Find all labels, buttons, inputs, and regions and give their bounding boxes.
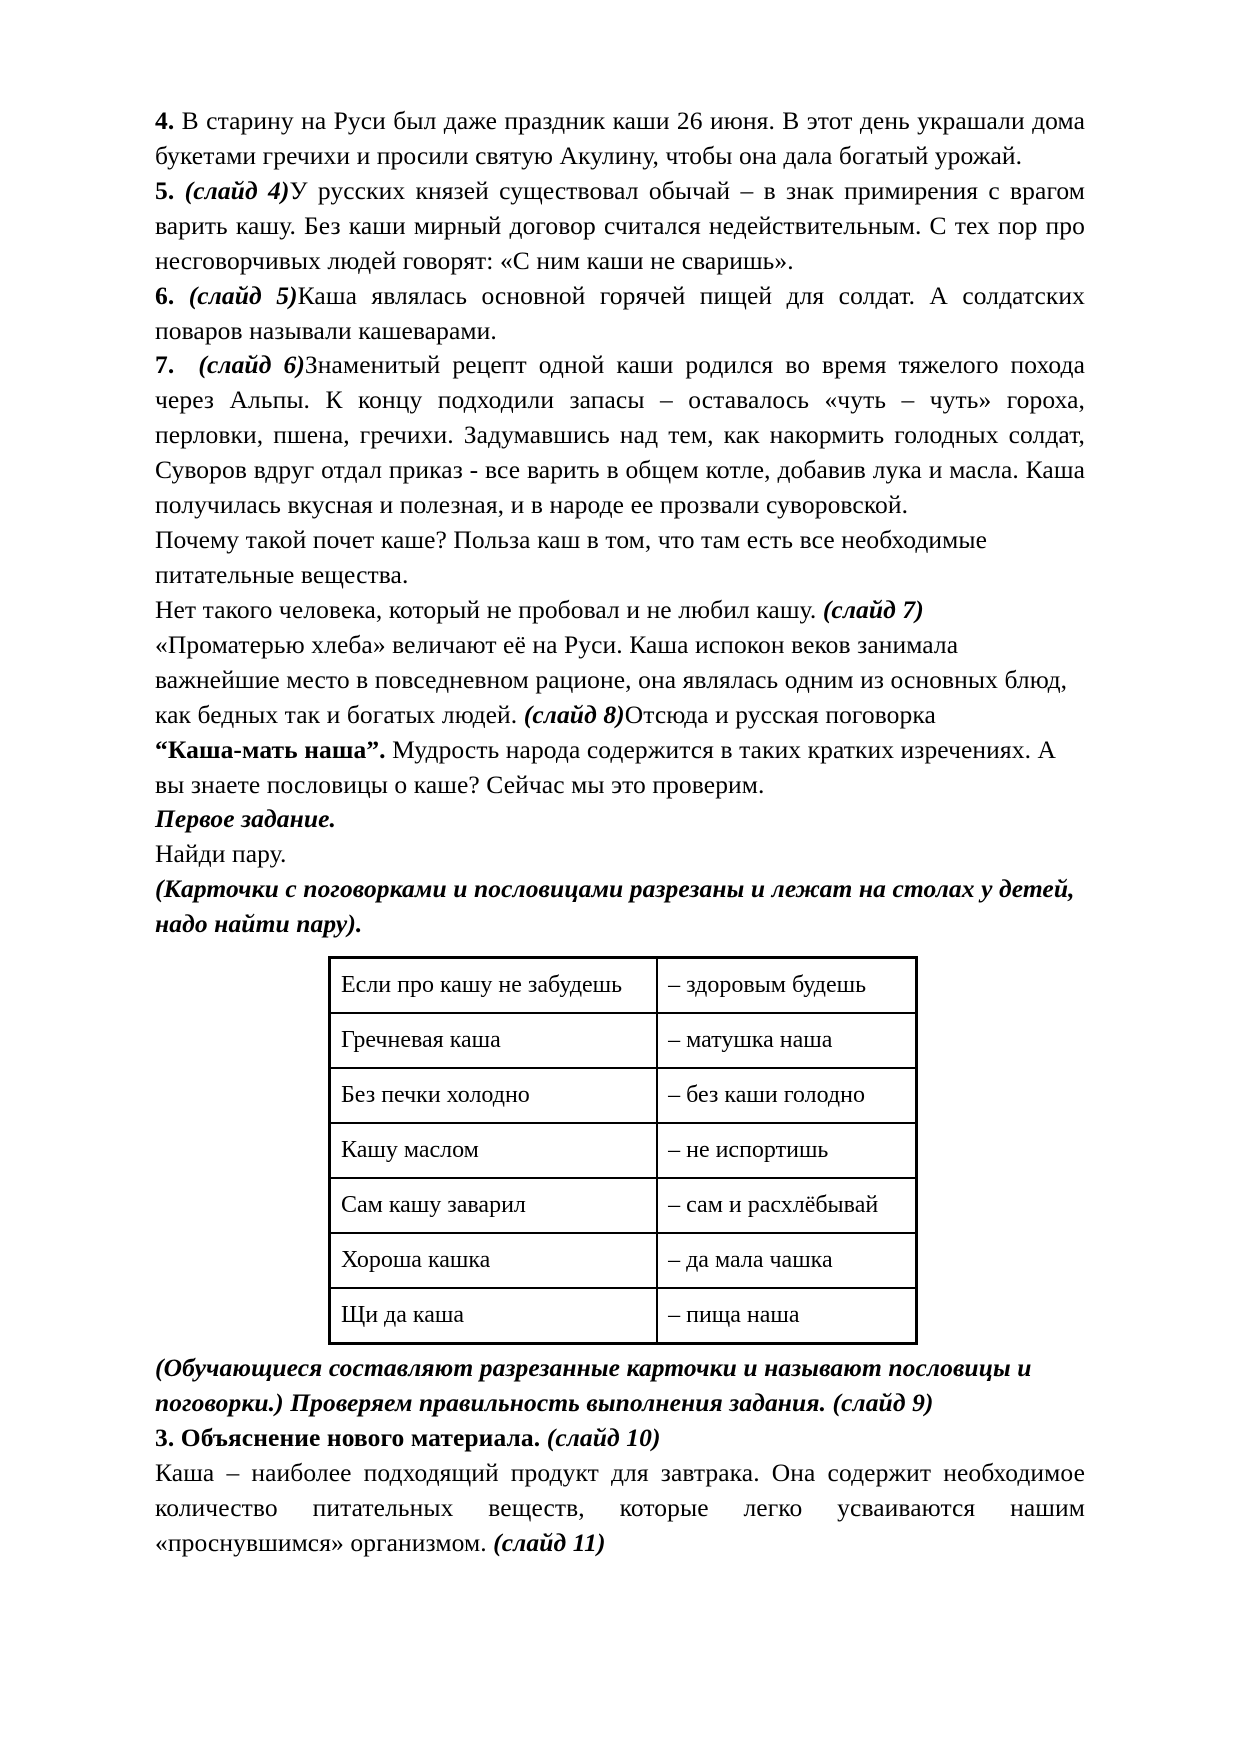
proverb-left-cell: Хороша кашка <box>330 1233 658 1288</box>
table-row <box>330 1178 917 1233</box>
note-students <box>155 1351 1085 1421</box>
paragraph-7-number: 7. <box>155 350 175 380</box>
proverb-table-body <box>330 958 917 1344</box>
paragraph-no-person-text: Нет такого человека, который не пробовал и не любил кашу. <box>155 594 823 624</box>
paragraph-promater-part1: «Проматерью хлеба» величают её на Руси. Каша испокон веков занимала важнейшие место в повседневном рационе, она являлась одним из основных блюд, как бедных так и богатых людей. <box>155 629 1068 729</box>
proverb-pairs-table <box>328 956 918 1345</box>
paragraph-why-honor: Почему такой почет каше? Польза каш в том, что там есть все необходимые питательные вещества. <box>155 525 988 589</box>
proverb-right-cell: – да мала чашка <box>657 1233 916 1288</box>
proverb-left-cell: Гречневая каша <box>330 1013 658 1068</box>
paragraph-final-text: Каша – наиболее подходящий продукт для завтрака. Она содержит необходимое количество питательных веществ, которые легко усваиваются нашим «проснувшимся» организмом. <box>155 1457 1085 1557</box>
paragraph-final <box>155 1456 1085 1561</box>
proverb-right-cell: – пища наша <box>657 1288 916 1344</box>
proverb-right-cell: – не испортишь <box>657 1123 916 1178</box>
first-task-label: Первое задание. <box>155 804 337 834</box>
paragraph-7-slide-marker: (слайд 6) <box>198 350 305 380</box>
paragraph-6-number: 6. <box>155 280 175 310</box>
heading-first-task <box>155 802 1085 837</box>
paragraph-7-text: Знаменитый рецепт одной каши родился во время тяжелого похода через Альпы. К концу подходили запасы – оставалось «чуть – чуть» гороха, перловки, пшена, гречихи. Задумавшись над тем, как накормить голодных солдат, Суворов вдруг отдал приказ - все варить в общем котле, добавив лука и масла. Каша получилась вкусная и полезная, и в народе ее прозвали суворовской. <box>155 350 1086 520</box>
document-content <box>155 104 1085 1561</box>
paragraph-5-text: У русских князей существовал обычай – в знак примирения с врагом варить кашу. Без каши мирный договор считался недействительным. С тех пор про несговорчивых людей говорят: «С ним каши не сваришь». <box>155 175 1085 275</box>
table-row <box>330 1013 917 1068</box>
heading-new-material <box>155 1421 1085 1456</box>
instruction-find-pair: Найди пару. <box>155 839 287 869</box>
table-row <box>330 1068 917 1123</box>
paragraph-5 <box>155 174 1085 279</box>
paragraph-4 <box>155 104 1085 174</box>
proverb-right-cell: – матушка наша <box>657 1013 916 1068</box>
table-row <box>330 1233 917 1288</box>
note-cards <box>155 872 1085 942</box>
paragraph-6-text: Каша являлась основной горячей пищей для солдат. А солдатских поваров называли кашеварами. <box>155 280 1085 345</box>
new-material-label: 3. Объяснение нового материала. <box>155 1422 547 1452</box>
kasha-mother-quote: “Каша-мать наша”. <box>155 734 386 764</box>
paragraph-4-number: 4. <box>155 106 175 135</box>
paragraph-5-slide-marker: (слайд 4) <box>184 175 290 205</box>
paragraph-kasha-mother <box>155 733 1085 803</box>
proverb-right-cell: – без каши голодно <box>657 1068 916 1123</box>
proverb-table-wrapper <box>155 956 1085 1345</box>
proverb-left-cell: Сам кашу заварил <box>330 1178 658 1233</box>
proverb-left-cell: Кашу маслом <box>330 1123 658 1178</box>
table-row <box>330 958 917 1014</box>
proverb-right-cell: – здоровым будешь <box>657 958 916 1014</box>
paragraph-7 <box>155 348 1085 523</box>
new-material-slide-marker: (слайд 10) <box>546 1422 661 1452</box>
proverb-left-cell: Если про кашу не забудешь <box>330 958 658 1014</box>
paragraph-final-slide-marker: (слайд 11) <box>493 1527 606 1557</box>
paragraph-4-text: В старину на Руси был даже праздник каши 26 июня. В этот день украшали дома букетами гречихи и просили святую Акулину, чтобы она дала богатый урожай. <box>155 106 1085 170</box>
paragraph-5-number: 5. <box>155 175 175 205</box>
note-students-text: (Обучающиеся составляют разрезанные карточки и называют пословицы и поговорки.) Проверяем правильность выполнения задания. <box>155 1353 1032 1418</box>
paragraph-6 <box>155 279 1085 349</box>
proverb-left-cell: Без печки холодно <box>330 1068 658 1123</box>
paragraph-no-person-slide-marker: (слайд 7) <box>822 594 924 624</box>
table-row <box>330 1123 917 1178</box>
paragraph-promater-slide-marker: (слайд 8) <box>523 699 625 729</box>
paragraph-promater <box>155 628 1085 733</box>
note-students-slide-marker: (слайд 9) <box>832 1388 934 1418</box>
proverb-right-cell: – сам и расхлёбывай <box>657 1178 916 1233</box>
paragraph-6-slide-marker: (слайд 5) <box>188 280 298 310</box>
table-row <box>330 1288 917 1344</box>
proverb-left-cell: Щи да каша <box>330 1288 658 1344</box>
paragraph-promater-part2: Отсюда и русская поговорка <box>624 699 936 729</box>
paragraph-wisdom-text: Мудрость народа содержится в таких кратких изречениях. А вы знаете пословицы о каше? Сейчас мы это проверим. <box>155 734 1057 799</box>
paragraph-no-person <box>155 593 1085 628</box>
note-cards-text: (Карточки с поговорками и пословицами разрезаны и лежат на столах у детей, надо найти пару). <box>155 874 1075 939</box>
